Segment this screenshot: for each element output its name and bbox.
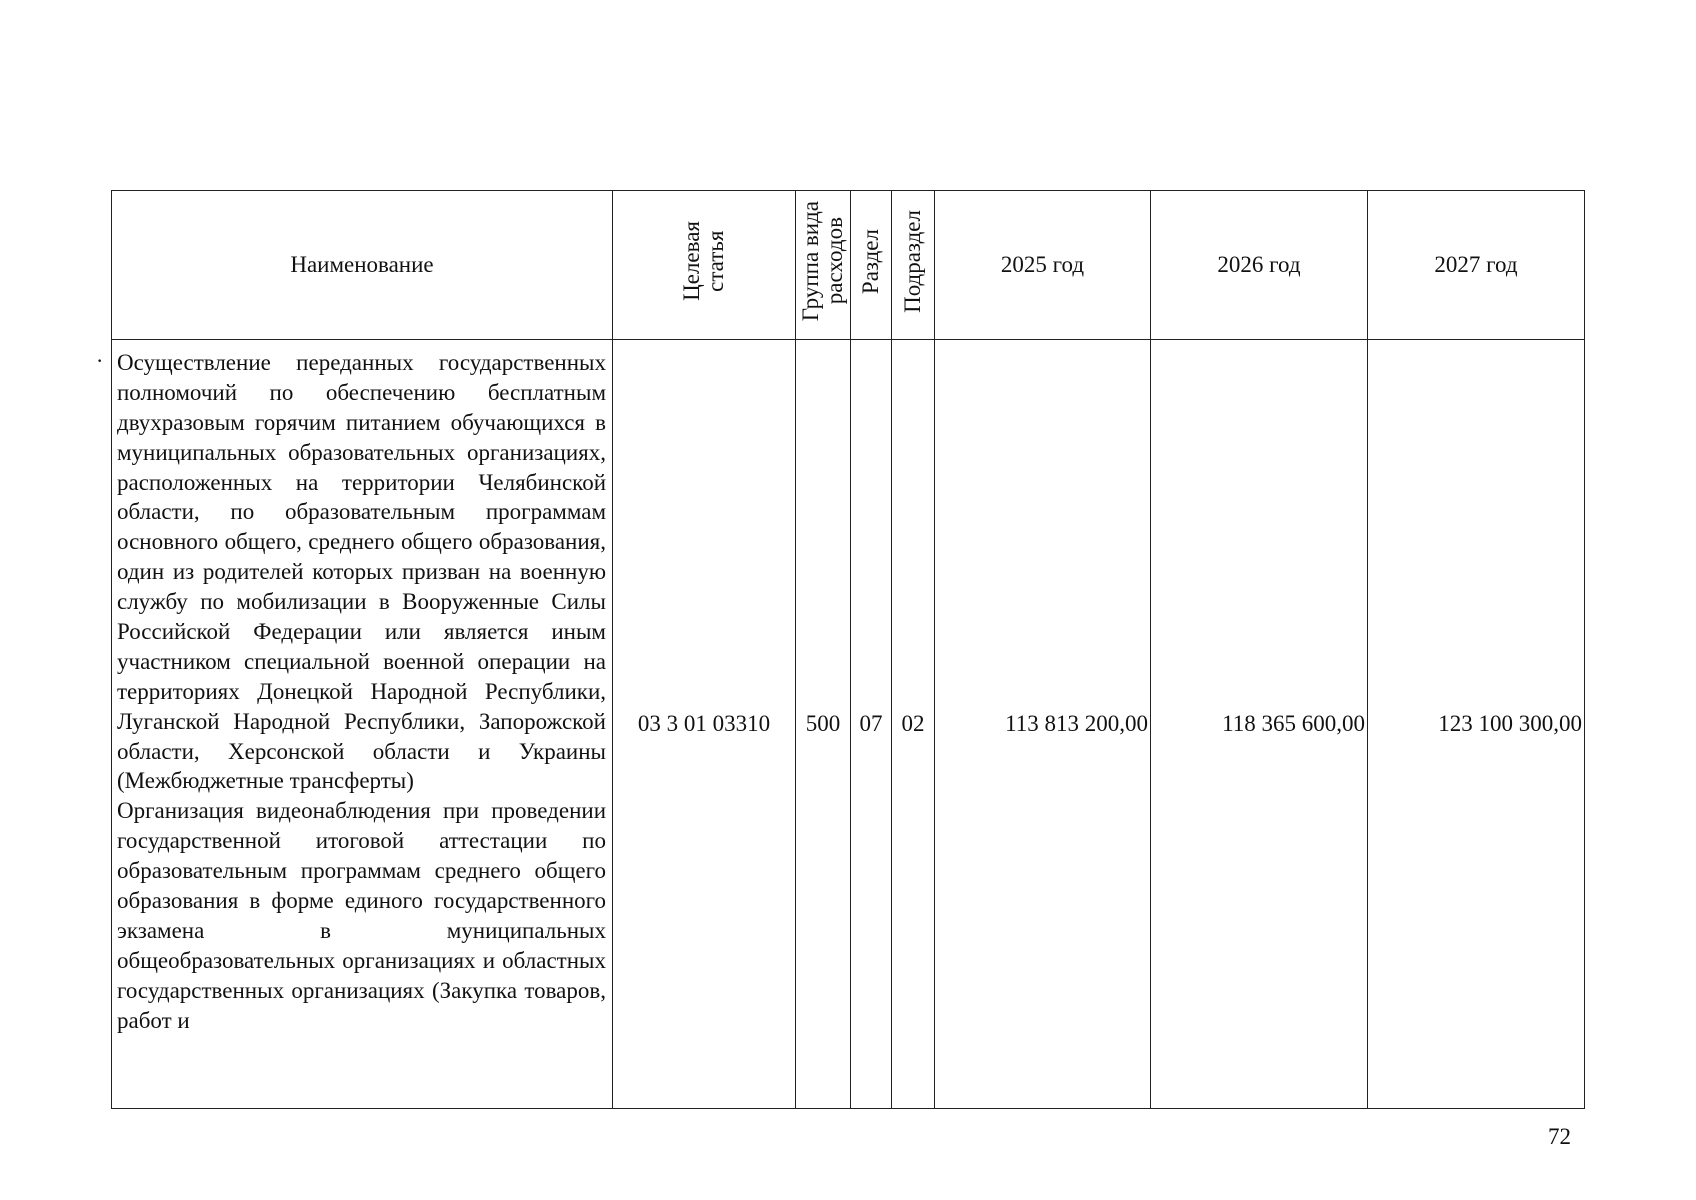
header-target-article (613, 191, 796, 340)
row-amount-2025: 113 813 200,00 (935, 340, 1151, 1109)
budget-table (111, 190, 1585, 1109)
row-expense-group: 500 (796, 340, 851, 1109)
header-year-2026 (1151, 191, 1368, 340)
row-target-article: 03 3 01 03310 (613, 340, 796, 1109)
header-section-label: Раздел (857, 228, 883, 294)
header-name (112, 191, 613, 340)
header-year-2027-label: 2027 год (1434, 252, 1518, 278)
header-expense-group-line1: Группа вида (797, 200, 823, 322)
row-name-paragraph-1: Осуществление переданных государственных полномочий по обеспечению бесплатным двухразовым горячим питанием обучающихся в муниципальных образовательных организациях, расположенных на территории Челябинской области, по образовательным программам основного общего, среднего общего образования, один из родителей которых призван на военную службу по мобилизации в Вооруженные Силы Российской Федерации или является иным участником специальной военной операции на территориях Донецкой Народной Республики, Луганской Народной Республики, Запорожской области, Херсонской области и Украины (Межбюджетные трансферты) (117, 350, 606, 794)
row-name-cell (112, 340, 613, 1109)
header-section (851, 191, 892, 340)
header-expense-group-label (799, 201, 847, 321)
header-expense-group (796, 191, 851, 340)
header-name-label: Наименование (290, 252, 434, 278)
header-target-article-label (680, 221, 728, 301)
header-target-article-line1: Целевая (678, 221, 704, 301)
header-subsection (892, 191, 935, 340)
header-year-2025 (935, 191, 1151, 340)
header-subsection-label: Подраздел (899, 209, 925, 313)
row-name-paragraph-2: Организация видеонаблюдения при проведении государственной итоговой аттестации по образовательным программам среднего общего образования в форме единого государственного экзамена в муниципальных общеобразовательных организациях и областных государственных организациях (Закупка товаров, работ и (117, 798, 606, 1033)
header-year-2025-label: 2025 год (1000, 252, 1085, 278)
header-year-2027 (1368, 191, 1585, 340)
margin-dot: · (96, 348, 104, 373)
header-expense-group-line2: расходов (822, 217, 847, 305)
row-amount-2027: 123 100 300,00 (1368, 340, 1585, 1109)
row-subsection: 02 (892, 340, 935, 1109)
header-year-2026-label: 2026 год (1217, 252, 1301, 278)
table-row (112, 340, 1585, 1109)
row-amount-2026: 118 365 600,00 (1151, 340, 1368, 1109)
table-header-row (112, 191, 1585, 340)
header-target-article-line2: статья (703, 230, 728, 292)
row-section: 07 (851, 340, 892, 1109)
page-number: 72 (1548, 1124, 1571, 1149)
